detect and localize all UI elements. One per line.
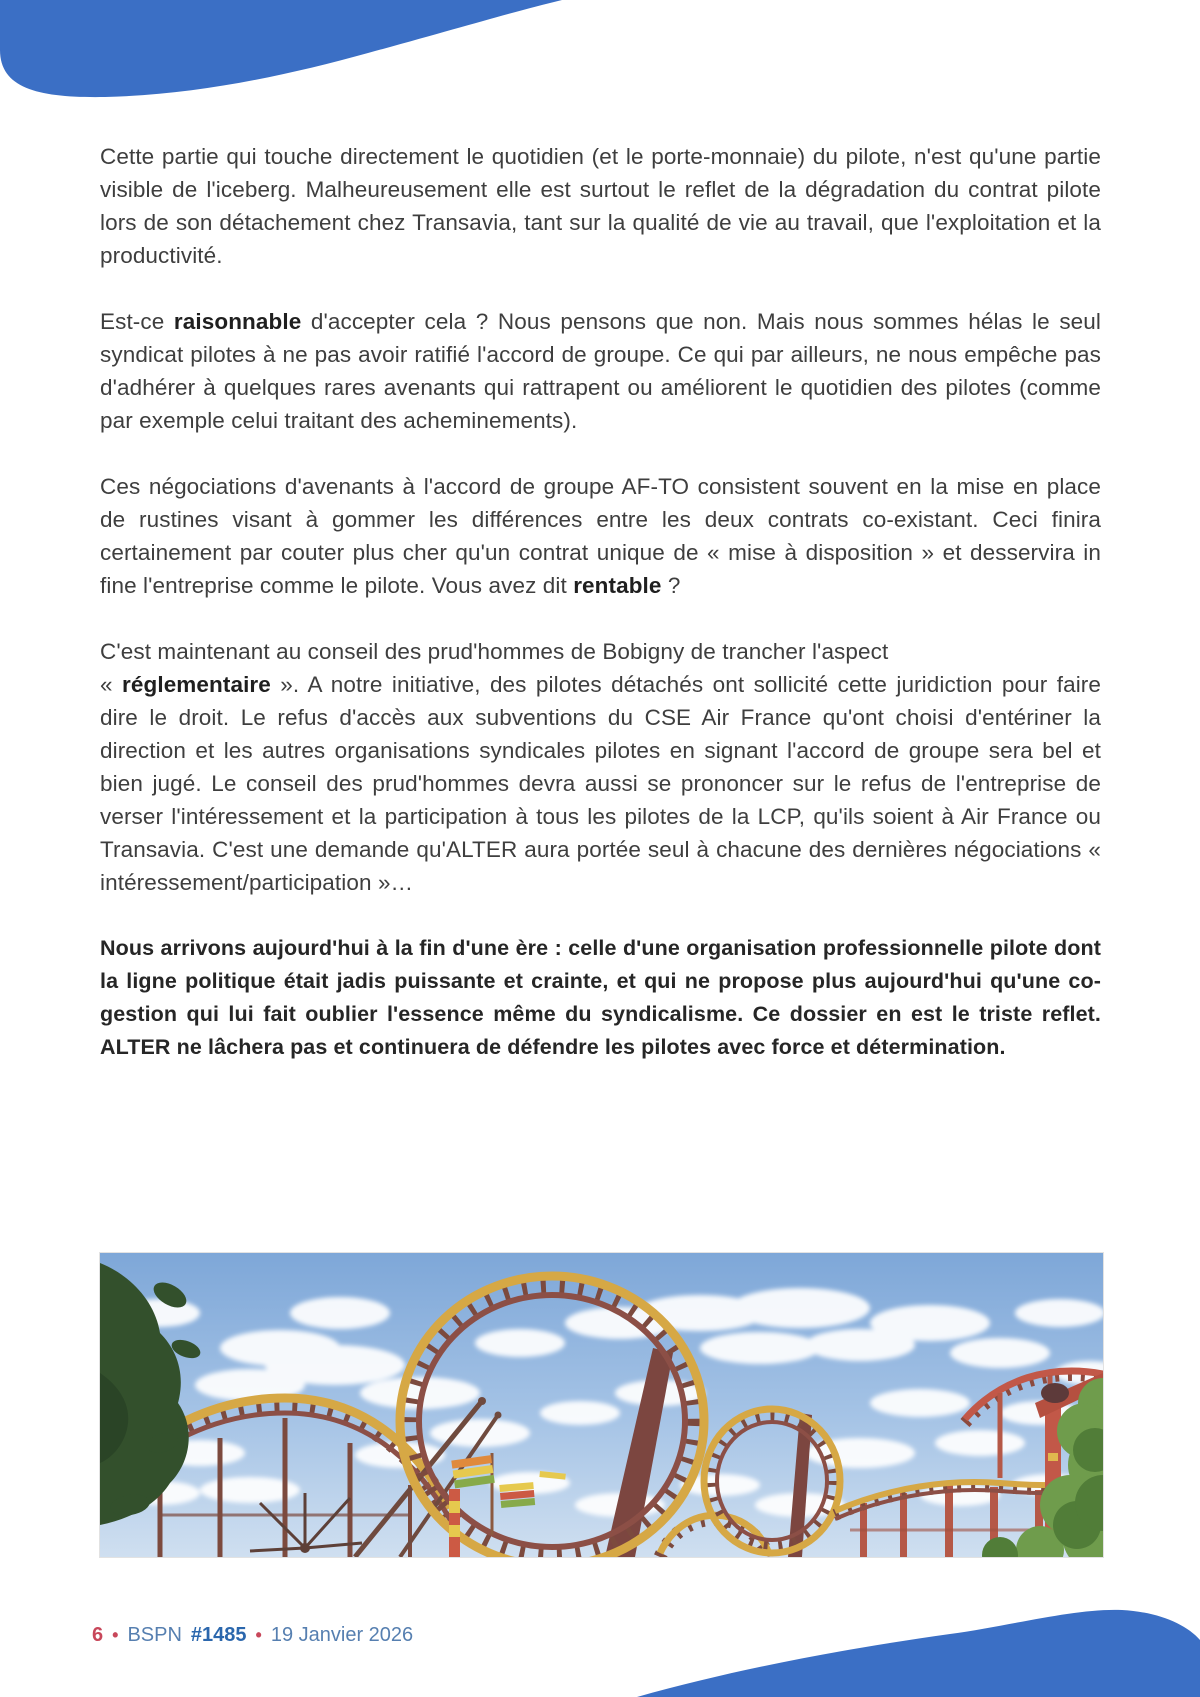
body-paragraph bbox=[100, 140, 1101, 272]
footer-separator-icon: • bbox=[112, 1624, 119, 1645]
top-left-swoosh bbox=[0, 0, 562, 97]
emphasized-text: raisonnable bbox=[173, 309, 302, 334]
bulletin-name: BSPN bbox=[127, 1623, 182, 1646]
emphasized-text: rentable bbox=[573, 573, 662, 598]
footer-date: 19 Janvier 2026 bbox=[270, 1623, 414, 1646]
striped-pole bbox=[449, 1489, 460, 1557]
bottom-right-swoosh bbox=[637, 1610, 1200, 1697]
roller-coaster-photo bbox=[100, 1253, 1103, 1557]
body-paragraph bbox=[100, 305, 1101, 437]
body-text: Est-ce bbox=[100, 309, 174, 334]
body-text: d'accepter cela ? Nous pensons que non. Mais nous sommes hélas le seul syndicat pilotes à ne pas avoir ratifié l'accord de groupe. Ce qui par ailleurs, ne nous empêche pas d'adhérer à quelques rares avenants qui rattrapent ou améliorent le quotidien des pilotes (comme par exemple celui traitant des acheminements). bbox=[100, 309, 1101, 433]
page-footer bbox=[92, 1620, 413, 1650]
body-text: ». A notre initiative, des pilotes détachés ont sollicité cette juridiction pour faire dire le droit. Le refus d'accès aux subventions du CSE Air France qu'ont choisi d'entériner la direction et les autres organisations syndicales pilotes en signant l'accord de groupe sera bel et bien jugé. Le conseil des prud'hommes devra aussi se prononcer sur le refus de l'entreprise de verser l'intéressement et la participation à tous les pilotes de la LCP, qu'ils soient à Air France ou Transavia. C'est une demande qu'ALTER aura portée seul à chacune des dernières négociations « intéressement/participation »… bbox=[100, 672, 1102, 895]
body-text: C'est maintenant au conseil des prud'hommes de Bobigny de trancher l'aspect bbox=[100, 639, 889, 664]
body-paragraph bbox=[100, 932, 1101, 1064]
emphasized-text: réglementaire bbox=[122, 672, 271, 697]
body-paragraph bbox=[100, 470, 1101, 602]
issue-number: #1485 bbox=[190, 1623, 247, 1646]
body-paragraph bbox=[100, 635, 1101, 899]
body-text: « bbox=[100, 672, 123, 697]
body-text: Cette partie qui touche directement le quotidien (et le porte-monnaie) du pilote, n'est qu'une partie visible de l'iceberg. Malheureusement elle est surtout le reflet de la dégradation du contrat pilote lors de son détachement chez Transavia, tant sur la qualité de vie au travail, que l'exploitation et la productivité. bbox=[100, 144, 1101, 268]
body-text: Ces négociations d'avenants à l'accord de groupe AF-TO consistent souvent en la mise en place de rustines visant à gommer les différences entre les deux contrats co-existant. Ceci finira certainement par couter plus cher qu'un contrat unique de « mise à disposition » et desservira in fine l'entreprise comme le pilote. Vous avez dit bbox=[100, 474, 1101, 598]
footer-separator-icon: • bbox=[255, 1624, 262, 1645]
body-text: ? bbox=[661, 573, 681, 598]
body-text: Nous arrivons aujourd'hui à la fin d'une ère : celle d'une organisation professionnelle pilote dont la ligne politique était jadis puissante et crainte, et qui ne propose plus aujourd'hui qu'une co-gestion qui lui fait oublier l'essence même du syndicalisme. Ce dossier en est le triste reflet. ALTER ne lâchera pas et continuera de défendre les pilotes avec force et détermination. bbox=[100, 936, 1101, 1059]
article-body bbox=[100, 140, 1101, 1097]
page-number: 6 bbox=[92, 1623, 104, 1646]
